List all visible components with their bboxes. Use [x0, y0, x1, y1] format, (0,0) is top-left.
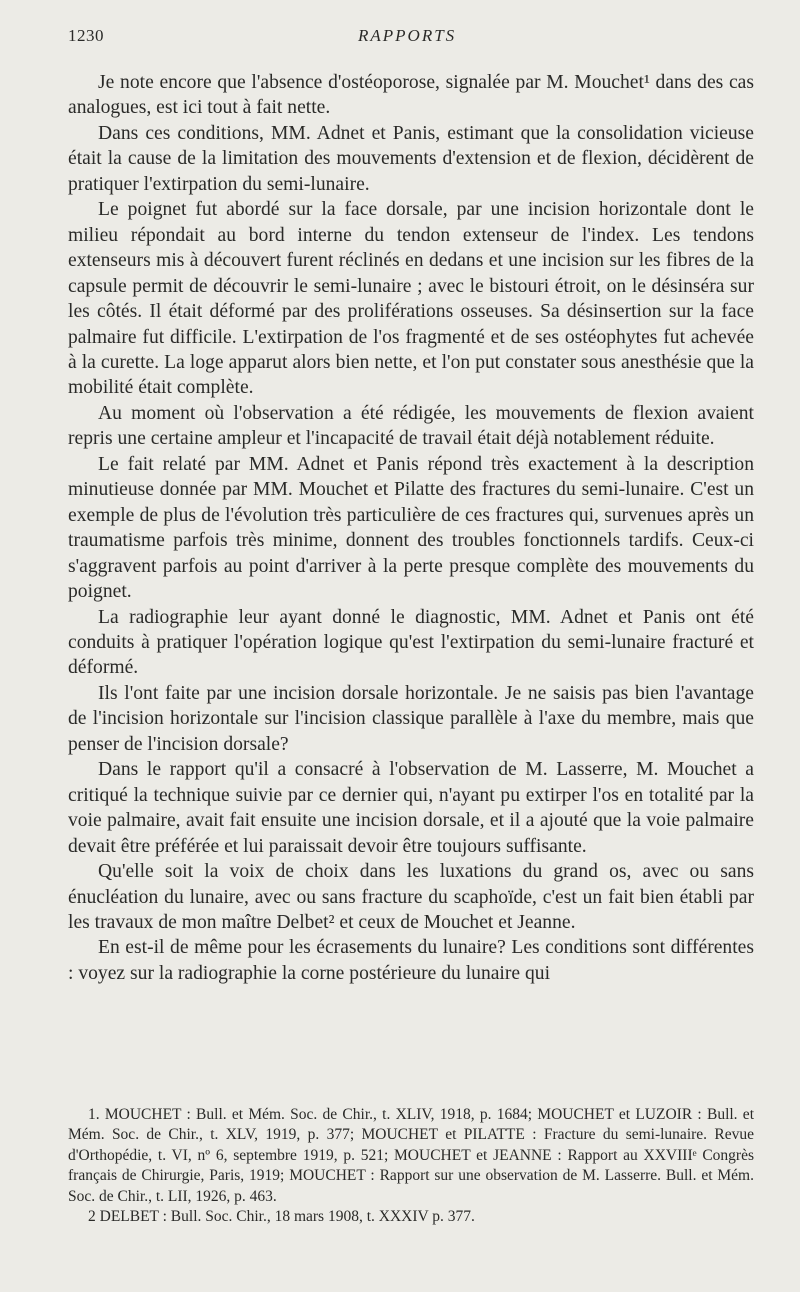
footnote-2: 2 DELBET : Bull. Soc. Chir., 18 mars 1908, t. XXXIV p. 377.	[88, 1208, 475, 1226]
page-header	[68, 26, 760, 50]
paragraph: Au moment où l'observation a été rédigée, les mouvements de flexion avaient repris une certaine ampleur et l'incapacité de travail était déjà notablement réduite.	[68, 402, 754, 450]
body-text	[68, 70, 754, 986]
paragraph: Le poignet fut abordé sur la face dorsale, par une incision horizontale dont le milieu répondait au bord interne du tendon extenseur de l'index. Les tendons extenseurs mis à découvert furent réclinés en dedans et une incision sur les fibres de la capsule permit de découvrir le semi-lunaire ; avec le bistouri étroit, on le désinséra sur les côtés. Il était déformé par des proliférations osseuses. Sa désinsertion sur la face palmaire fut difficile. L'extirpation de l'os fragmenté et de ses ostéophytes fut achevée à la curette. La loge apparut alors bien nette, et l'on put constater sous anesthésie que la mobilité était complète.	[68, 199, 754, 399]
paragraph: Ils l'ont faite par une incision dorsale horizontale. Je ne saisis pas bien l'avantage de l'incision horizontale sur l'incision classique parallèle à l'axe du membre, mais que penser de l'incision dorsale?	[68, 682, 754, 755]
paragraph: La radiographie leur ayant donné le diagnostic, MM. Adnet et Panis ont été conduits à pratiquer l'opération logique qu'est l'extirpation du semi-lunaire fracturé et déformé.	[68, 606, 754, 679]
page-number: 1230	[68, 26, 104, 45]
footnotes	[68, 1105, 754, 1227]
paragraph: En est-il de même pour les écrasements du lunaire? Les conditions sont différentes : voyez sur la radiographie la corne postérieure du lunaire qui	[68, 937, 754, 984]
paragraph: Je note encore que l'absence d'ostéoporose, signalée par M. Mouchet¹ dans des cas analogues, est ici tout à fait nette.	[68, 72, 754, 119]
paragraph: Dans ces conditions, MM. Adnet et Panis, estimant que la consolidation vicieuse était la cause de la limitation des mouvements d'extension et de flexion, décidèrent de pratiquer l'extirpation du semi-lunaire.	[68, 122, 754, 195]
footnote-1: 1. MOUCHET : Bull. et Mém. Soc. de Chir., t. XLIV, 1918, p. 1684; MOUCHET et LUZOIR : Bull. et Mém. Soc. de Chir., t. XLV, 1919, p. 377; MOUCHET et PILATTE : Fracture du semi-lunaire. Revue d'Orthopédie, t. VI, nº 6, septembre 1919, p. 521; MOUCHET et JEANNE : Rapport au XXVIIIᵉ Congrès français de Chirurgie, Paris, 1919; MOUCHET : Rapport sur une observation de M. Lasserre. Bull. et Mém. Soc. de Chir., t. LII, 1926, p. 463.	[68, 1106, 754, 1205]
paragraph: Dans le rapport qu'il a consacré à l'observation de M. Lasserre, M. Mouchet a critiqué la technique suivie par ce dernier qui, n'ayant pu extirper l'os en totalité par la voie palmaire, avait fait ensuite une incision dorsale, et il a ajouté que la voie palmaire devait être préférée et lui paraissait devoir être toujours suffisante.	[68, 759, 754, 857]
paragraph: Le fait relaté par MM. Adnet et Panis répond très exactement à la description minutieuse donnée par MM. Mouchet et Pilatte des fractures du semi-lunaire. C'est un exemple de plus de l'évolution très particulière de ces fractures qui, survenues après un traumatisme parfois très minime, donnent des troubles fonctionnels tardifs. Ceux-ci s'aggravent parfois au point d'arriver à la perte presque complète des mouvements du poignet.	[68, 453, 754, 603]
paragraph: Qu'elle soit la voix de choix dans les luxations du grand os, avec ou sans énucléation du lunaire, avec ou sans fracture du scaphoïde, c'est un fait bien établi par les travaux de mon maître Delbet² et ceux de Mouchet et Jeanne.	[68, 861, 754, 933]
running-head: RAPPORTS	[358, 26, 457, 45]
